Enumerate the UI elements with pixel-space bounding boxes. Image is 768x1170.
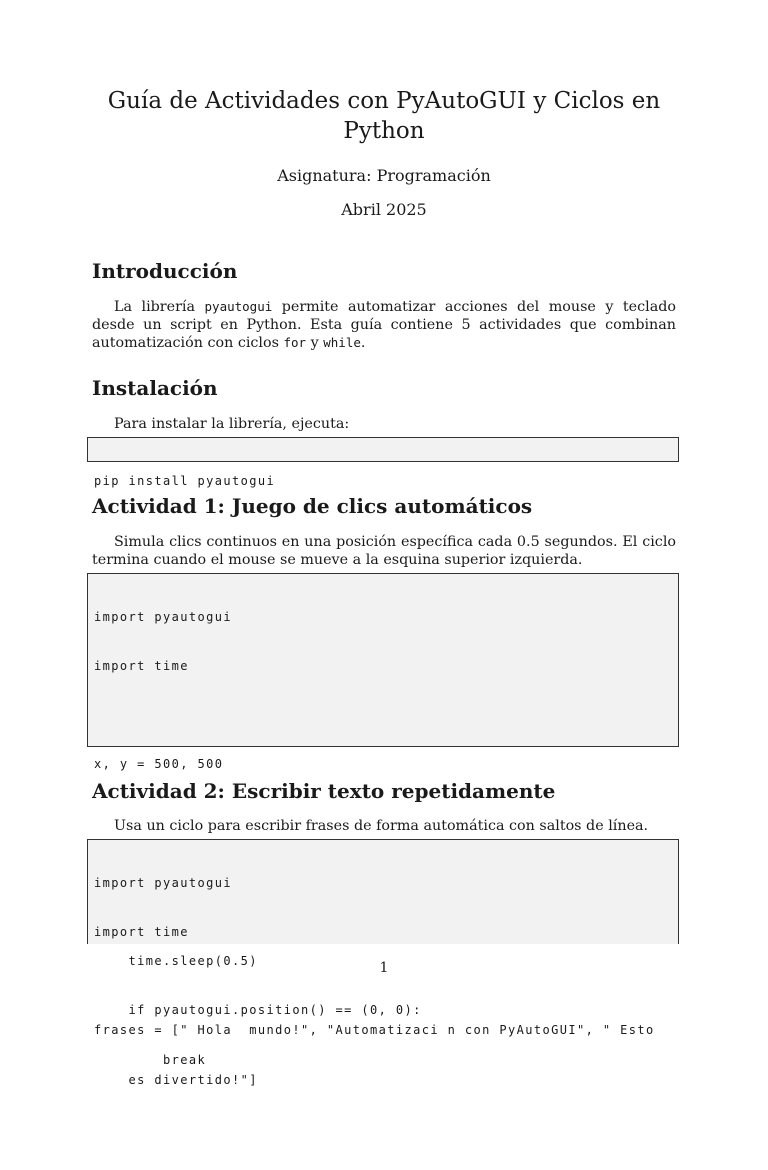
intro-text-2: permite automatizar acciones del mouse y teclado desde un script en Python. Esta guía contiene 5 actividades que combinan automatización con ciclos — [92, 299, 676, 351]
intro-text-3: y — [306, 335, 324, 351]
activity2-paragraph: Usa un ciclo para escribir frases de forma automática con saltos de línea. — [114, 818, 649, 834]
code-line — [94, 707, 672, 723]
document-date: Abril 2025 — [341, 200, 427, 219]
code-line: pip install pyautogui — [94, 473, 276, 488]
document-subject: Asignatura: Programación — [277, 166, 491, 185]
inline-code-for: for — [283, 335, 307, 350]
document-title: Guía de Actividades con PyAutoGUI y Ciclos en Python — [107, 88, 661, 144]
code-line: time.sleep(0.5) — [94, 954, 258, 969]
section-heading-actividad-1: Actividad 1: Juego de clics automáticos — [92, 494, 533, 518]
code-line: x, y = 500, 500 — [94, 757, 224, 772]
code-line: import pyautogui — [94, 609, 232, 624]
code-block-install — [87, 437, 679, 488]
code-line — [94, 1121, 672, 1137]
activity1-paragraph: Simula clics continuos en una posición específica cada 0.5 segundos. El ciclo termina cuando el mouse se mueve a la esquina superior izquierda. — [92, 534, 676, 568]
section-heading-instalacion: Instalación — [92, 376, 218, 400]
intro-text-4: . — [360, 335, 366, 351]
inline-code-while: while — [323, 335, 361, 350]
code-line: if pyautogui.position() == (0, 0): — [94, 1003, 422, 1018]
intro-text-1: La librería — [114, 299, 205, 315]
section-heading-introduccion: Introducción — [92, 259, 238, 283]
intro-paragraph — [92, 298, 676, 353]
page-number: 1 — [379, 960, 389, 976]
code-line: es divertido!"] — [94, 1072, 258, 1087]
inline-code-pyautogui: pyautogui — [204, 299, 273, 314]
code-line: frases = [" Hola mundo!", "Automatizaci n con PyAutoGUI", " Esto — [94, 1023, 655, 1038]
code-line: import time — [94, 659, 189, 674]
code-line: break — [94, 1052, 207, 1067]
code-line: import pyautogui — [94, 875, 232, 890]
install-paragraph: Para instalar la librería, ejecuta: — [114, 416, 350, 432]
code-line: import time — [94, 925, 189, 940]
section-heading-actividad-2: Actividad 2: Escribir texto repetidamente — [92, 779, 556, 803]
